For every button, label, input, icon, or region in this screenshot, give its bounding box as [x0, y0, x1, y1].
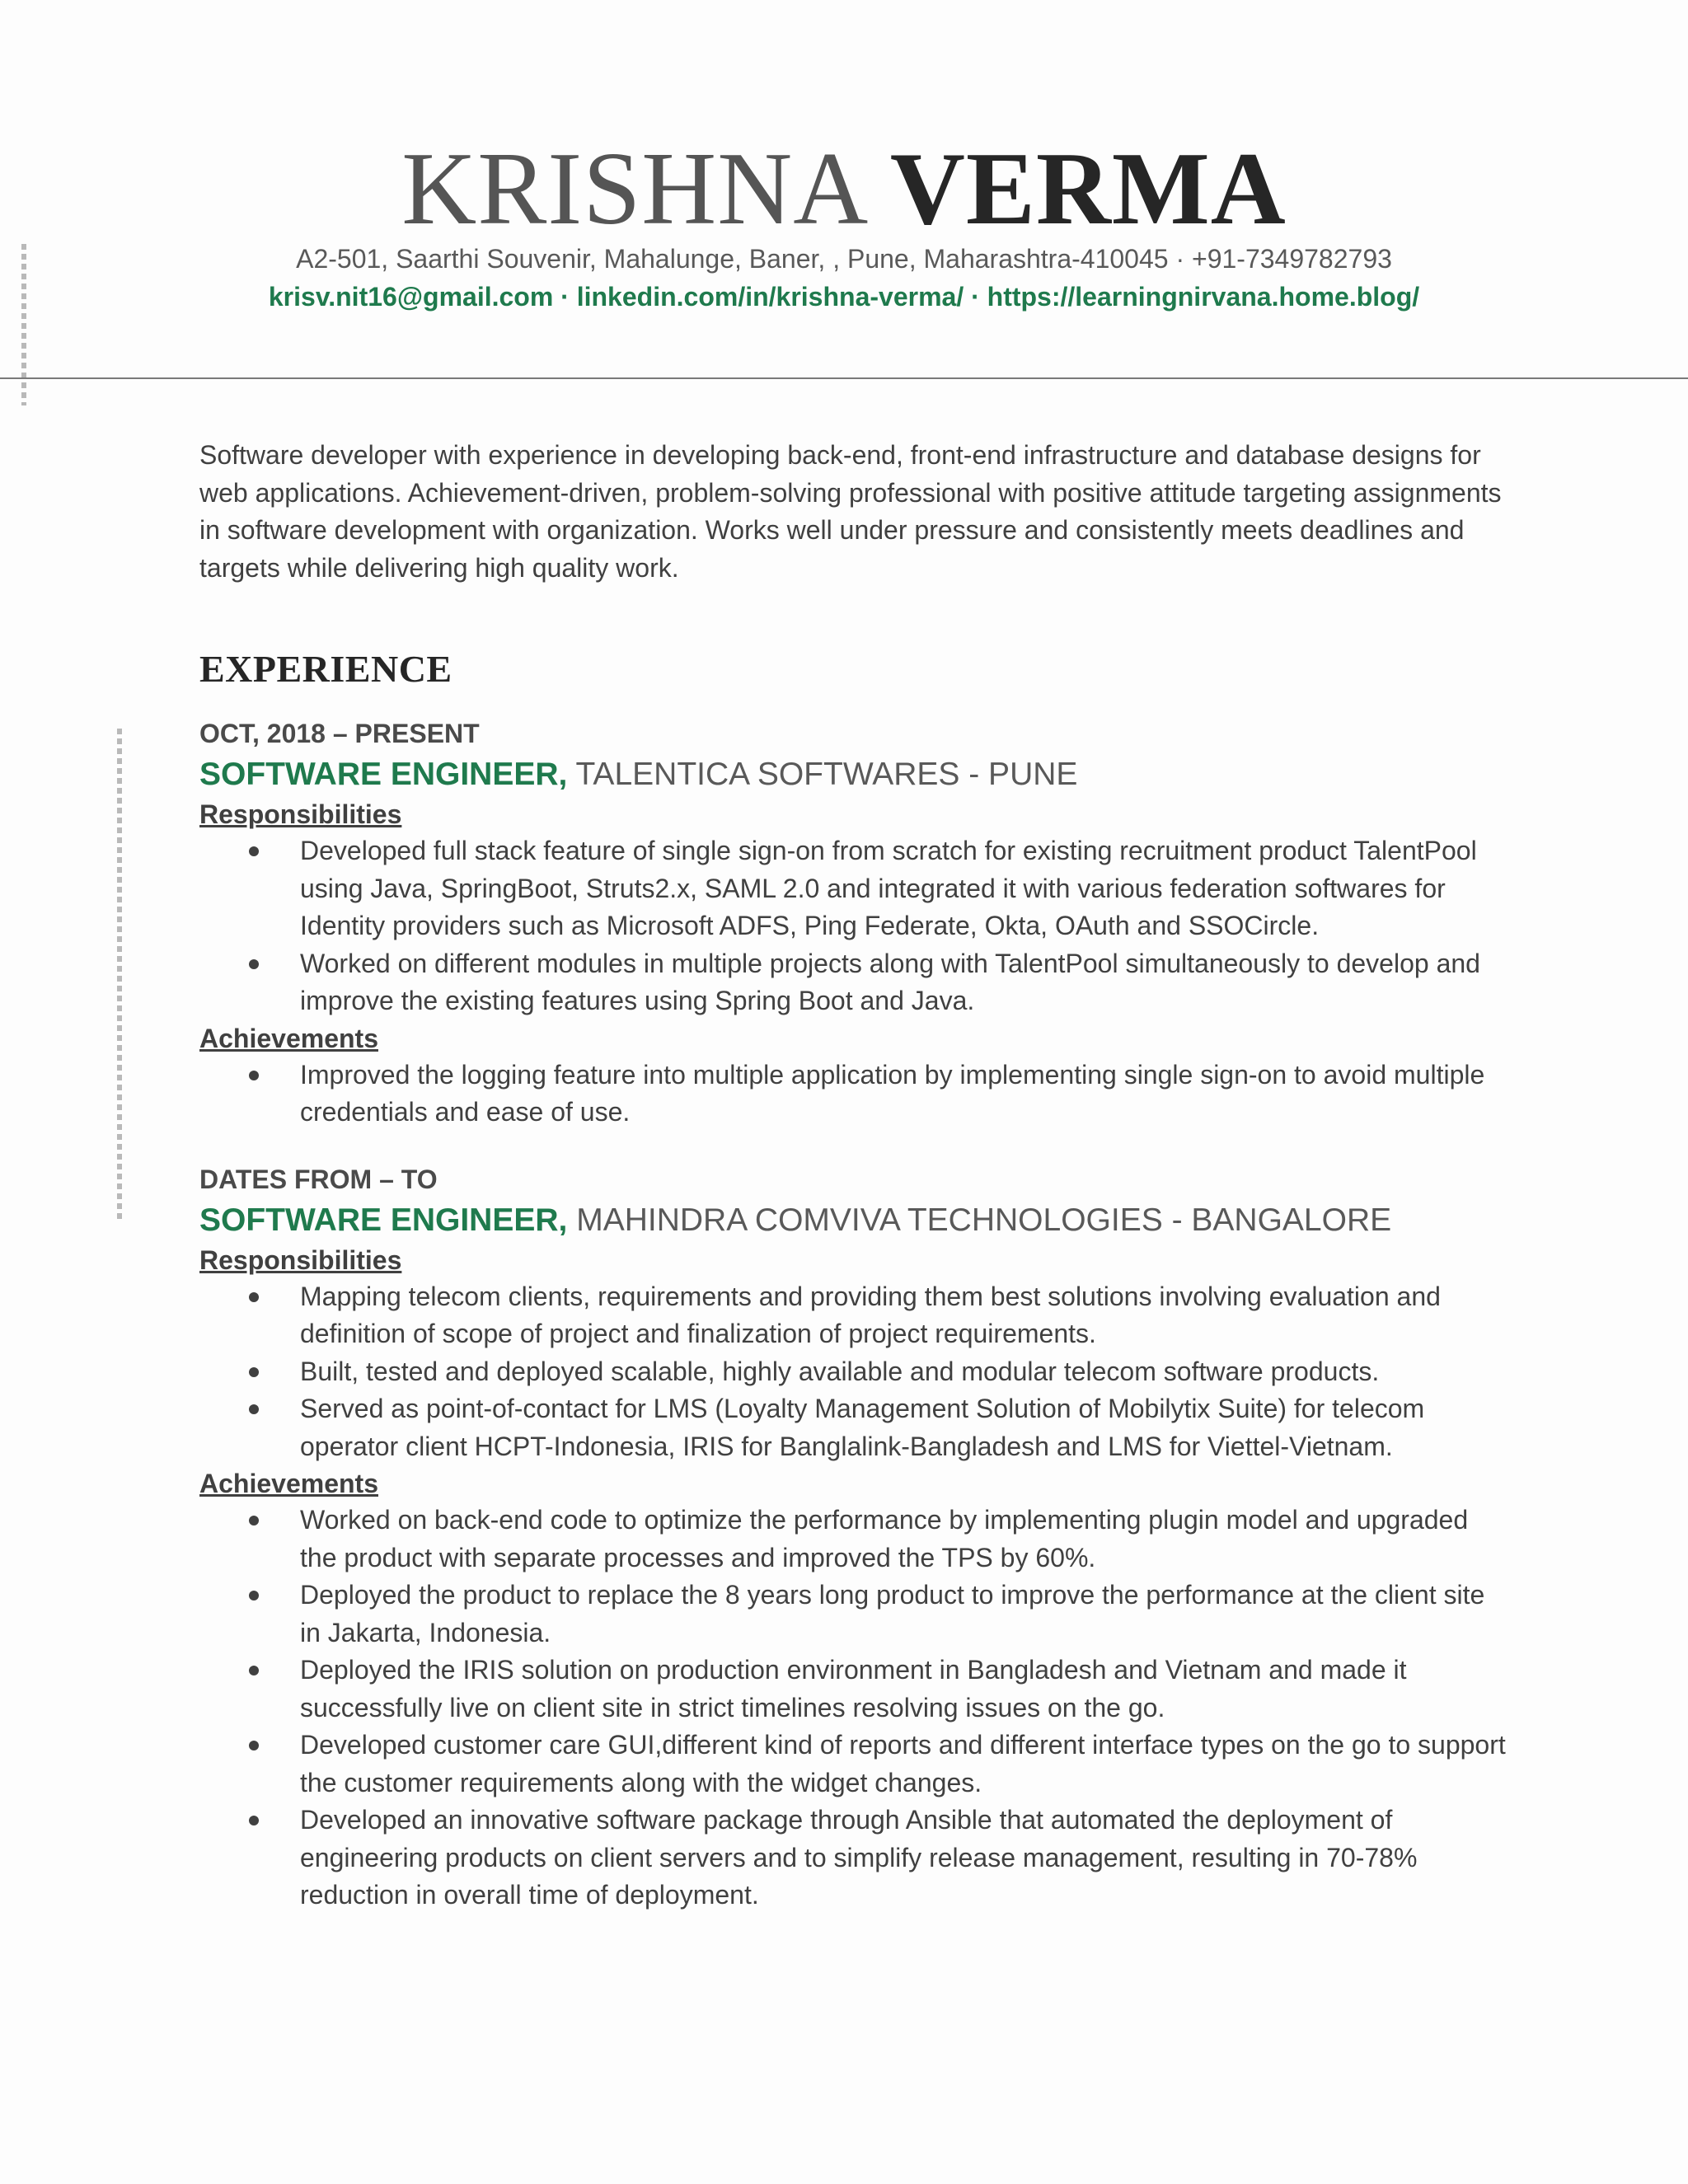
bullet-text: Improved the logging feature into multiple application by implementing single sign-on to avoid multiple credentials and ease of use.	[300, 1059, 1485, 1127]
bullet-dot-icon	[249, 1516, 259, 1526]
bullet-dot-icon	[249, 1591, 259, 1601]
job-entry	[199, 1161, 1510, 1915]
bullet-dot-icon	[249, 1741, 259, 1750]
bullet-text: Mapping telecom clients, requirements and providing them best solutions involving evaluation and definition of scope of project and finalization of project requirements.	[300, 1281, 1441, 1348]
responsibilities-list	[199, 1278, 1510, 1466]
bullet-text: Deployed the IRIS solution on production environment in Bangladesh and Vietnam and made it successfully live on client site in strict timelines resolving issues on the go.	[300, 1655, 1407, 1722]
bullet-text: Developed full stack feature of single sign-on from scratch for existing recruitment product TalentPool using Java, SpringBoot, Struts2.x, SAML 2.0 and integrated it with various federation softwares for Identity providers such as Microsoft ADFS, Ping Federate, Okta, OAuth and SSOCircle.	[300, 836, 1477, 940]
address-phone: A2-501, Saarthi Souvenir, Mahalunge, Baner, , Pune, Maharashtra-410045 · +91-7349782793	[296, 244, 1392, 274]
bullet-dot-icon	[249, 1367, 259, 1377]
bullet-item	[199, 1652, 1510, 1727]
email-link[interactable]: krisv.nit16@gmail.com	[268, 282, 554, 312]
job-company: TALENTICA SOFTWARES - PUNE	[567, 757, 1078, 792]
header-divider	[0, 377, 1688, 379]
bullet-text: Worked on back-end code to optimize the performance by implementing plugin model and upgraded the product with separate processes and improved the TPS by 60%.	[300, 1505, 1469, 1572]
bullet-dot-icon	[249, 1816, 259, 1825]
bullet-item	[199, 1727, 1510, 1802]
bullet-text: Developed customer care GUI,different kind of reports and different interface types on the go to support the customer requirements along with the widget changes.	[300, 1730, 1506, 1797]
linkedin-link[interactable]: linkedin.com/in/krishna-verma/	[576, 282, 964, 312]
achievements-label: Achievements	[199, 1023, 378, 1053]
resume-body	[199, 437, 1510, 1915]
bullet-text: Deployed the product to replace the 8 years long product to improve the performance at the client site in Jakarta, Indonesia.	[300, 1580, 1485, 1647]
last-name: VERMA	[889, 132, 1287, 246]
bullet-item	[199, 1802, 1510, 1915]
bullet-dot-icon	[249, 846, 259, 856]
responsibilities-label: Responsibilities	[199, 799, 402, 829]
achievements-list	[199, 1502, 1510, 1915]
job-role: SOFTWARE ENGINEER,	[199, 1202, 568, 1238]
bullet-item	[199, 945, 1510, 1020]
bullet-item	[199, 1577, 1510, 1652]
bullet-text: Built, tested and deployed scalable, highly available and modular telecom software products.	[300, 1356, 1380, 1386]
experience-list	[199, 715, 1510, 1915]
job-role: SOFTWARE ENGINEER,	[199, 757, 568, 792]
job-entry	[199, 715, 1510, 1132]
first-name: KRISHNA	[401, 132, 864, 246]
bullet-text: Worked on different modules in multiple projects along with TalentPool simultaneously to develop and improve the existing features using Spring Boot and Java.	[300, 948, 1480, 1015]
job-dates: DATES FROM – TO	[199, 1164, 438, 1194]
bullet-item	[199, 832, 1510, 945]
bullet-dot-icon	[249, 1666, 259, 1675]
bullet-item	[199, 1390, 1510, 1465]
candidate-name	[0, 132, 1688, 247]
bullet-item	[199, 1057, 1510, 1132]
blog-link[interactable]: https://learningnirvana.home.blog/	[987, 282, 1420, 312]
summary: Software developer with experience in developing back-end, front-end infrastructure and database designs for web applications. Achievement-driven, problem-solving professional with positive attitude targeting assignments in software development with organization. Works well under pressure and consistently meets deadlines and targets while delivering high quality work.	[199, 440, 1502, 583]
bullet-dot-icon	[249, 1071, 259, 1080]
achievements-list	[199, 1057, 1510, 1132]
job-dates: OCT, 2018 – PRESENT	[199, 719, 480, 748]
job-title	[199, 1199, 1510, 1242]
bullet-dot-icon	[249, 1292, 259, 1302]
bullet-dot-icon	[249, 959, 259, 969]
contact-separator: ·	[964, 282, 987, 312]
achievements-label: Achievements	[199, 1469, 378, 1498]
bullet-text: Developed an innovative software package through Ansible that automated the deployment of engineering products on client servers and to simplify release management, resulting in 70-78% reduction in overall time of deployment.	[300, 1805, 1418, 1910]
bullet-dot-icon	[249, 1404, 259, 1414]
job-company: MAHINDRA COMVIVA TECHNOLOGIES - BANGALORE	[567, 1202, 1392, 1238]
experience-marker	[117, 729, 122, 1223]
contact-links	[0, 280, 1688, 313]
contact-separator: ·	[553, 282, 577, 312]
job-title	[199, 753, 1510, 796]
bullet-item	[199, 1502, 1510, 1577]
bullet-item	[199, 1353, 1510, 1391]
experience-heading: EXPERIENCE	[199, 648, 452, 690]
bullet-item	[199, 1278, 1510, 1353]
responsibilities-label: Responsibilities	[199, 1244, 402, 1275]
bullet-text: Served as point-of-contact for LMS (Loyalty Management Solution of Mobilytix Suite) for telecom operator client HCPT-Indonesia, IRIS for Banglalink-Bangladesh and LMS for Viettel-Vietnam.	[300, 1394, 1425, 1461]
responsibilities-list	[199, 832, 1510, 1020]
